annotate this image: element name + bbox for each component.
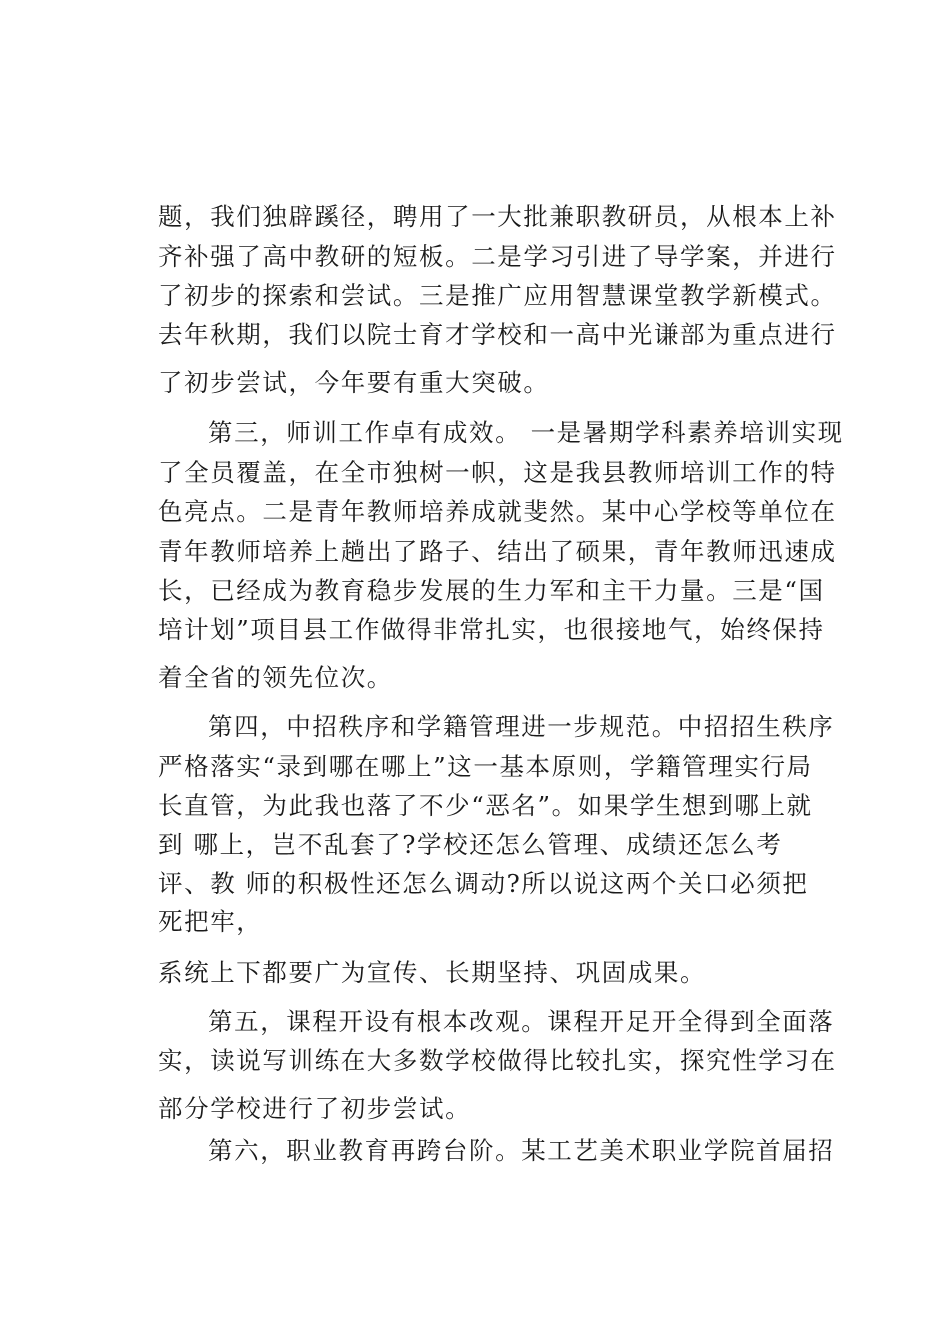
text-line: 青年教师培养上趟出了路子、结出了硕果，青年教师迅速成 — [158, 537, 837, 566]
text-line: 长，已经成为教育稳步发展的生力军和主干力量。三是“国 — [158, 576, 825, 605]
text-line: 了初步的探索和尝试。三是推广应用智慧课堂教学新模式。 — [158, 281, 837, 310]
paragraph-start-line: 第四，中招秩序和学籍管理进一步规范。中招招生秩序 — [208, 712, 835, 741]
text-line: 了全员覆盖，在全市独树一帜，这是我县教师培训工作的特 — [158, 458, 837, 487]
paragraph-start-line: 第三，师训工作卓有成效。 一是暑期学科素养培训实现 — [208, 418, 844, 447]
text-line: 系统上下都要广为宣传、长期坚持、巩固成果。 — [158, 958, 707, 987]
text-line: 题，我们独辟蹊径，聘用了一大批兼职教研员，从根本上补 — [158, 202, 837, 231]
text-line: 了初步尝试，今年要有重大突破。 — [158, 368, 550, 397]
text-line: 培计划”项目县工作做得非常扎实，也很接地气，始终保持 — [158, 615, 825, 644]
text-line: 去年秋期，我们以院士育才学校和一高中光谦部为重点进行 — [158, 320, 837, 349]
text-line: 色亮点。二是青年教师培养成就斐然。某中心学校等单位在 — [158, 497, 837, 526]
text-line: 齐补强了高中教研的短板。二是学习引进了导学案，并进行 — [158, 242, 837, 271]
text-line: 死把牢， — [158, 907, 263, 936]
paragraph-start-line: 第五，课程开设有根本改观。课程开足开全得到全面落 — [208, 1007, 835, 1036]
text-line: 到 哪上，岂不乱套了?学校还怎么管理、成绩还怎么考 — [158, 830, 783, 859]
text-line: 实，读说写训练在大多数学校做得比较扎实，探究性学习在 — [158, 1046, 837, 1075]
text-line: 长直管，为此我也落了不少“恶名”。如果学生想到哪上就 — [158, 791, 813, 820]
text-line: 着全省的领先位次。 — [158, 663, 393, 692]
text-line: 评、教 师的积极性还怎么调动?所以说这两个关口必须把 — [158, 869, 809, 898]
text-line: 严格落实“录到哪在哪上”这一基本原则，学籍管理实行局 — [158, 752, 813, 781]
paragraph-start-line: 第六，职业教育再跨台阶。某工艺美术职业学院首届招 — [208, 1136, 835, 1165]
text-line: 部分学校进行了初步尝试。 — [158, 1094, 472, 1123]
